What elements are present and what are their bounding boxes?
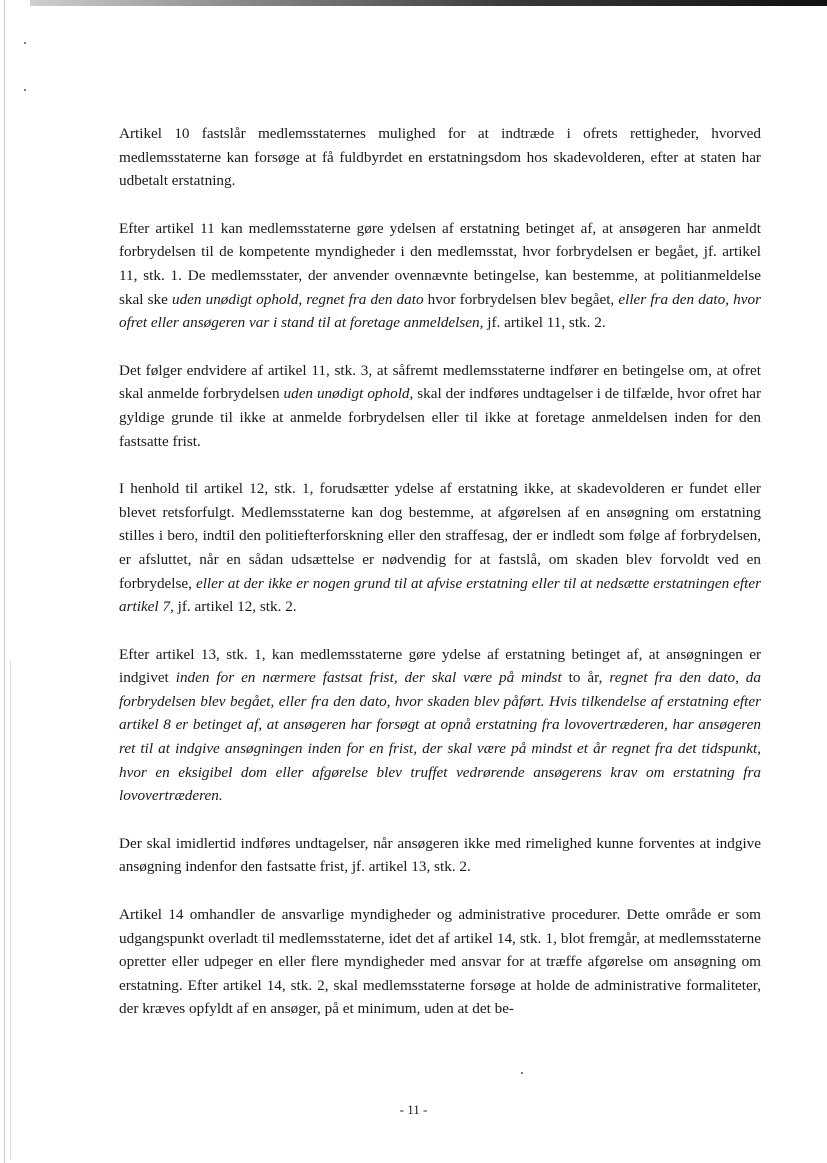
paragraph-segment: jf. artikel 11, stk. 2.: [483, 314, 606, 332]
paragraph-segment: Artikel 10 fastslår medlemsstaternes mulighed for at indtræde i ofrets rettigheder, hvorved medlemsstaterne kan forsøge at få fuldbyrdet en erstatningsdom hos skadevolderen, efter at staten har udbetalt erstatning.: [119, 125, 761, 190]
paragraph-italic-segment: uden unødigt ophold, regnet fra den dato: [171, 290, 424, 308]
paragraph-segment: hvor forbrydelsen blev begået,: [423, 290, 619, 308]
paragraph: [119, 903, 761, 1021]
paragraph-italic-segment: eller fra den dato, hvor ofret eller ansøgeren var i stand til at foretage anmeldelsen,: [119, 290, 761, 332]
scan-edge-left-inner: [10, 660, 11, 1160]
paragraph: [119, 643, 761, 808]
paragraph: [119, 359, 761, 453]
scan-speck: [521, 1072, 523, 1074]
paragraph-segment: Artikel 14 omhandler de ansvarlige myndigheder og administrative procedurer. Dette område er som udgangspunkt overladt til medlemsstaterne, idet det af artikel 14, stk. 1, blot fremgår, at medlemsstaterne opretter eller udpeger en eller flere myndigheder med ansvar for at træffe afgørelse om ansøgning om erstatning. Efter artikel 14, stk. 2, skal medlemsstaterne forsøge at holde de administrative formaliteter, der kræves opfyldt af en ansøger, på et minimum, uden at det be-: [119, 906, 761, 1018]
paragraph-segment: Det følger endvidere af artikel 11, stk. 3, at såfremt medlemsstaterne indfører en betingelse om, at ofret skal anmelde forbrydelsen: [119, 361, 761, 403]
scan-speck: [24, 89, 26, 91]
paragraph: [119, 477, 761, 619]
scan-edge-top: [30, 0, 827, 6]
paragraph: [119, 832, 761, 879]
paragraph-segment: skal der indføres undtagelser i de tilfælde, hvor ofret har gyldige grunde til ikke at anmelde forbrydelsen eller til ikke at foretage anmeldelsen inden for den fastsatte frist.: [119, 385, 762, 450]
paragraph: [119, 217, 761, 335]
paragraph-segment: Efter artikel 11 kan medlemsstaterne gøre ydelsen af erstatning betinget af, at ansøgeren har anmeldt forbrydelsen til de kompetente myndigheder i den medlemsstat, hvor forbrydelsen er begået, jf. artikel 11, stk. 1. De medlemsstater, der anvender ovennævnte betingelse, kan bestemme, at politianmeldelse skal ske: [119, 219, 761, 308]
scan-speck: [24, 42, 26, 44]
paragraph-italic-segment: regnet fra den dato, da forbrydelsen blev begået, eller fra den dato, hvor skaden blev påført. Hvis tilkendelse af erstatning efter artikel 8 er betinget af, at ansøgeren har forsøgt at opnå erstatning fra lovovertræderen, har ansøgeren ret til at indgive ansøgningen inden for en frist, der skal være på mindst et år regnet fra det tidspunkt, hvor en eksigibel dom eller afgørelse blev truffet vedrørende ansøgerens krav om erstatning fra lovovertræderen.: [119, 669, 761, 805]
scan-edge-left: [4, 0, 5, 1163]
document-body: [119, 122, 761, 1045]
paragraph-segment: I henhold til artikel 12, stk. 1, forudsætter ydelse af erstatning ikke, at skadevolderen er fundet eller blevet retsforfulgt. Medlemsstaterne kan dog bestemme, at afgørelsen af en ansøgning om erstatning stilles i bero, indtil den politiefterforskning eller den straffesag, der er indledt som følge af forbrydelsen, er afsluttet, når en sådan udsættelse er nødvendig for at fastslå, om skaden blev forvoldt ved en forbrydelse,: [119, 480, 761, 592]
paragraph-segment: Efter artikel 13, stk. 1, kan medlemsstaterne gøre ydelse af erstatning betinget af, at ansøgningen er indgivet: [119, 645, 761, 687]
paragraph-italic-segment: eller at der ikke er nogen grund til at afvise erstatning eller til at nedsætte erstatningen efter artikel 7: [119, 574, 761, 616]
paragraph-segment: to år,: [561, 669, 610, 687]
page-number: - 11 -: [399, 1102, 428, 1117]
paragraph: [119, 122, 761, 193]
paragraph-italic-segment: uden unødigt ophold,: [283, 385, 414, 403]
paragraph-segment: Der skal imidlertid indføres undtagelser, når ansøgeren ikke med rimelighed kunne forventes at indgive ansøgning indenfor den fastsatte frist, jf. artikel 13, stk. 2.: [119, 834, 761, 876]
paragraph-italic-segment: inden for en nærmere fastsat frist, der skal være på mindst: [175, 669, 562, 687]
paragraph-segment: , jf. artikel 12, stk. 2.: [170, 598, 297, 616]
